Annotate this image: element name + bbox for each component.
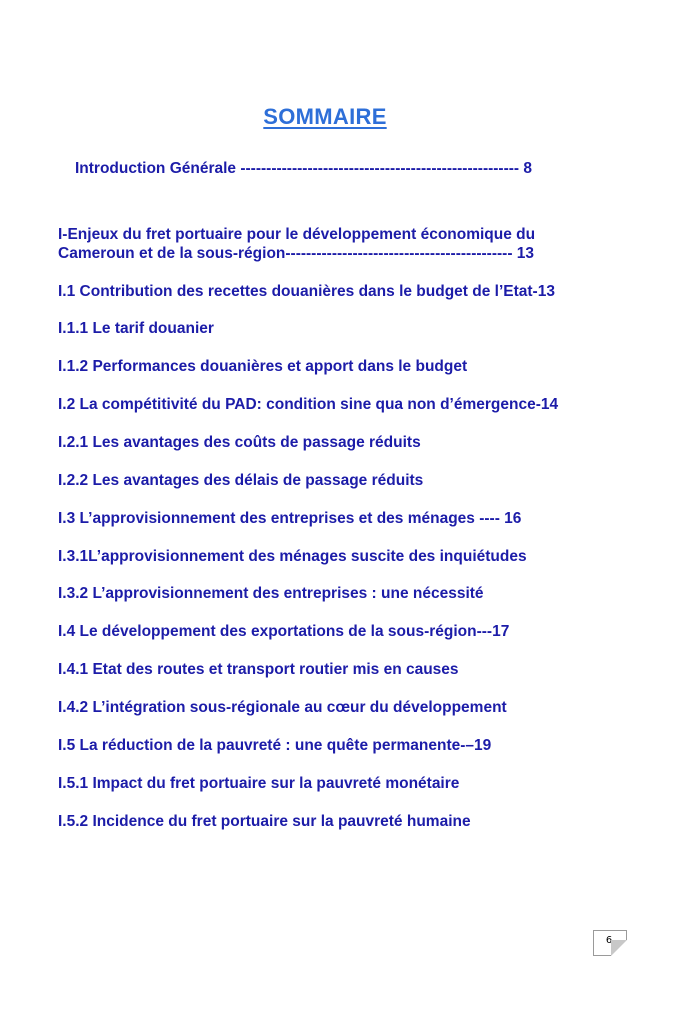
toc-entry-1-5-1: I.5.1 Impact du fret portuaire sur la pauvreté monétaire	[58, 775, 460, 792]
toc-entry-1-2-1: I.2.1 Les avantages des coûts de passage réduits	[58, 434, 421, 451]
toc-entry-1-1: I.1 Contribution des recettes douanières dans le budget de l’Etat-13	[58, 283, 555, 300]
page-curl-icon	[611, 940, 627, 956]
toc-entry-1-5-2: I.5.2 Incidence du fret portuaire sur la pauvreté humaine	[58, 813, 471, 830]
toc-entry-part1-line1: I-Enjeux du fret portuaire pour le développement économique du	[58, 226, 536, 243]
toc-entry-1-3-1: I.3.1L’approvisionnement des ménages suscite des inquiétudes	[58, 548, 527, 565]
page-number: 6	[605, 935, 613, 946]
toc-entry-1-4-2: I.4.2 L’intégration sous-régionale au cœur du développement	[58, 699, 507, 716]
toc-entry-1-1-2: I.1.2 Performances douanières et apport dans le budget	[58, 358, 468, 375]
toc-entry-1-1-1: I.1.1 Le tarif douanier	[58, 320, 214, 337]
page-number-box	[593, 930, 627, 956]
toc-entry-1-2-2: I.2.2 Les avantages des délais de passage réduits	[58, 472, 424, 489]
toc-entry-1-5: I.5 La réduction de la pauvreté : une quête permanente-–19	[58, 737, 492, 754]
page-title: SOMMAIRE	[263, 104, 387, 129]
toc-entry-1-4: I.4 Le développement des exportations de la sous-région---17	[58, 623, 510, 640]
toc-entry-1-3-2: I.3.2 L’approvisionnement des entreprises : une nécessité	[58, 585, 484, 602]
toc-entry-1-2: I.2 La compétitivité du PAD: condition sine qua non d’émergence-14	[58, 396, 559, 413]
toc-entry-introduction: Introduction Générale ------------------------------------------------------ 8	[75, 160, 533, 177]
toc-entry-1-3: I.3 L’approvisionnement des entreprises et des ménages ---- 16	[58, 510, 522, 527]
toc-entry-1-4-1: I.4.1 Etat des routes et transport routier mis en causes	[58, 661, 459, 678]
toc-entry-part1-line2: Cameroun et de la sous-région-------------------------------------------- 13	[58, 245, 535, 262]
